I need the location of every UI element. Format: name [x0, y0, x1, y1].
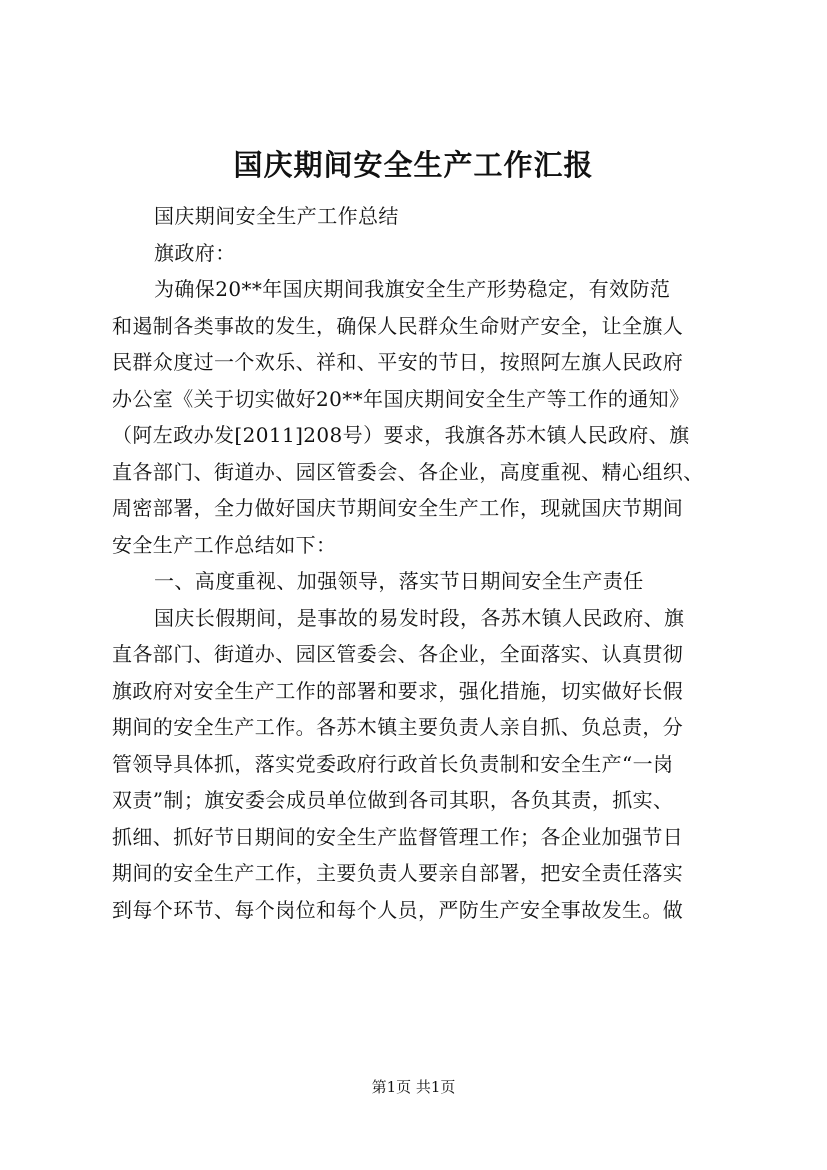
text-line: 到每个环节、每个岗位和每个人员，严防生产安全事故发生。做	[112, 897, 684, 922]
text-line: 国庆长假期间，是事故的易发时段，各苏木镇人民政府、旗	[154, 605, 685, 630]
text-line: 办公室《关于切实做好20**年国庆期间安全生产等工作的通知》	[112, 386, 690, 411]
text-line: 旗政府：	[154, 240, 236, 265]
text-line: 管领导具体抓，落实党委政府行政首长负责制和安全生产“一岗	[112, 751, 674, 776]
text-line: 直各部门、街道办、园区管委会、各企业，高度重视、精心组织、	[112, 459, 704, 484]
text-line: 周密部署，全力做好国庆节期间安全生产工作，现就国庆节期间	[112, 496, 684, 520]
text-line: 期间的安全生产工作，主要负责人要亲自部署，把安全责任落实	[112, 861, 684, 885]
text-line: 和遏制各类事故的发生，确保人民群众生命财产安全，让全旗人	[112, 313, 684, 338]
text-line: （阿左政办发[2011]208号）要求，我旗各苏木镇人民政府、旗	[112, 423, 690, 447]
text-line: 直各部门、街道办、园区管委会、各企业，全面落实、认真贯彻	[112, 642, 684, 666]
text-line: 一、高度重视、加强领导，落实节日期间安全生产责任	[154, 569, 644, 593]
document-body	[112, 198, 752, 928]
text-line: 双责”制；旗安委会成员单位做到各司其职，各负其责，抓实、	[112, 788, 674, 812]
text-line: 抓细、抓好节日期间的安全生产监督管理工作；各企业加强节日	[112, 824, 684, 849]
text-line: 旗政府对安全生产工作的部署和要求，强化措施，切实做好长假	[112, 678, 684, 703]
text-line: 为确保20**年国庆期间我旗安全生产形势稳定，有效防范	[154, 277, 671, 301]
text-line: 国庆期间安全生产工作总结	[154, 204, 399, 228]
document-title: 国庆期间安全生产工作汇报	[233, 148, 594, 182]
text-line: 期间的安全生产工作。各苏木镇主要负责人亲自抓、负总责，分	[112, 715, 684, 739]
text-line: 安全生产工作总结如下：	[112, 532, 337, 557]
text-line: 民群众度过一个欢乐、祥和、平安的节日，按照阿左旗人民政府	[112, 350, 684, 374]
page-footer: 第1页 共1页	[371, 1078, 456, 1096]
